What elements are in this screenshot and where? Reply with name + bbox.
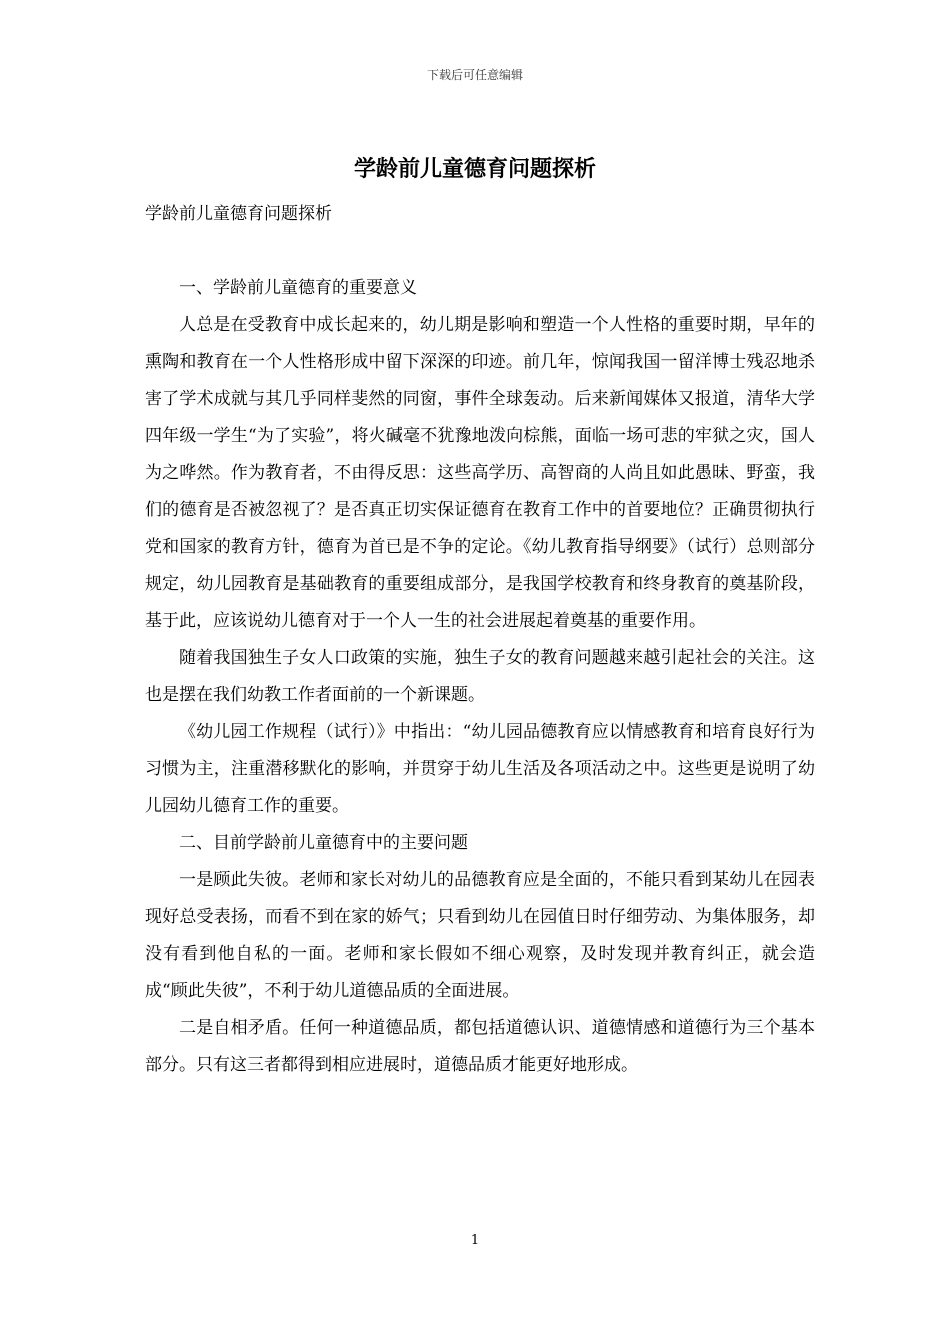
document-title: 学龄前儿童德育问题探析: [353, 156, 596, 182]
paragraph: 二是自相矛盾。任何一种道德品质，都包括道德认识、道德情感和道德行为三个基本部分。只有这三者都得到相应进展时，道德品质才能更好地形成。: [145, 1018, 815, 1075]
section-heading-2: 二、目前学龄前儿童德育中的主要问题: [179, 833, 468, 853]
paragraph: 人总是在受教育中成长起来的，幼儿期是影响和塑造一个人性格的重要时期，早年的熏陶和教育在一个人性格形成中留下深深的印迹。前几年，惊闻我国一留洋博士残忍地杀害了学术成就与其几乎同样斐然的同窗，事件全球轰动。后来新闻媒体又报道，清华大学四年级一学生“为了实验”，将火碱毫不犹豫地泼向棕熊，面临一场可悲的牢狱之灾，国人为之哗然。作为教育者，不由得反思：这些高学历、高智商的人尚且如此愚昧、野蛮，我们的德育是否被忽视了？是否真正切实保证德育在教育工作中的首要地位？正确贯彻执行党和国家的教育方针，德育为首已是不争的定论。《幼儿教育指导纲要》（试行）总则部分规定，幼儿园教育是基础教育的重要组成部分，是我国学校教育和终身教育的奠基阶段，基于此，应该说幼儿德育对于一个人一生的社会进展起着奠基的重要作用。: [145, 315, 815, 631]
document-body: [145, 270, 815, 1084]
document-subtitle: 学龄前儿童德育问题探析: [145, 204, 332, 224]
page-number: 1: [470, 1233, 480, 1248]
section-heading-1: 一、学龄前儿童德育的重要意义: [179, 278, 417, 298]
paragraph: 一是顾此失彼。老师和家长对幼儿的品德教育应是全面的，不能只看到某幼儿在园表现好总受表扬，而看不到在家的娇气；只看到幼儿在园值日时仔细劳动、为集体服务，却没有看到他自私的一面。老师和家长假如不细心观察，及时发现并教育纠正，就会造成“顾此失彼”，不利于幼儿道德品质的全面进展。: [145, 870, 815, 1001]
page-header-note: 下载后可任意编辑: [426, 68, 523, 82]
paragraph: 《幼儿园工作规程（试行）》中指出：“幼儿园品德教育应以情感教育和培育良好行为习惯为主，注重潜移默化的影响，并贯穿于幼儿生活及各项活动之中。这些更是说明了幼儿园幼儿德育工作的重要。: [145, 722, 815, 816]
paragraph: 随着我国独生子女人口政策的实施，独生子女的教育问题越来越引起社会的关注。这也是摆在我们幼教工作者面前的一个新课题。: [145, 648, 815, 705]
